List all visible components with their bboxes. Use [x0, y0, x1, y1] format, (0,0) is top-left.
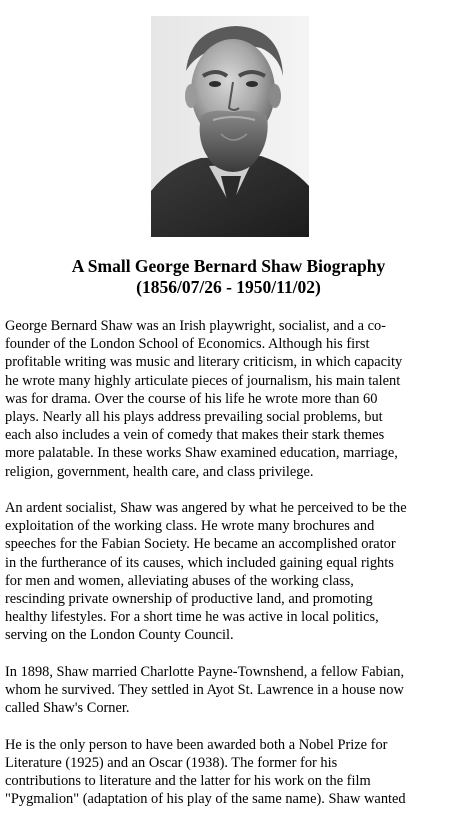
- paragraph-4: [5, 736, 455, 809]
- text-line: George Bernard Shaw was an Irish playwright, socialist, and a co-: [5, 318, 386, 334]
- text-line: for men and women, alleviating abuses of the working class,: [5, 572, 354, 589]
- text-line: more palatable. In these works Shaw examined education, marriage,: [5, 445, 398, 462]
- text-line: profitable writing was music and literary criticism, in which capacity: [5, 354, 403, 371]
- text-line: serving on the London County Council.: [5, 627, 234, 644]
- text-line: contributions to literature and the latter for his work on the film: [5, 773, 371, 790]
- text-line: in the furtherance of its causes, which included gaining equal rights: [5, 554, 394, 571]
- text-line: founder of the London School of Economics. Although his first: [5, 336, 370, 353]
- text-line: rescinding private ownership of productive land, and promoting: [5, 591, 373, 608]
- paragraph-2: [5, 499, 455, 645]
- text-line: each also includes a vein of comedy that makes their stark themes: [5, 427, 385, 444]
- text-line: religion, government, health care, and class privilege.: [5, 463, 314, 480]
- text-line: healthy lifestyles. For a short time he was active in local politics,: [5, 609, 379, 626]
- text-line: In 1898, Shaw married Charlotte Payne-Townshend, a fellow Fabian,: [5, 663, 405, 680]
- text-line: he wrote many highly articulate pieces of journalism, his main talent: [5, 372, 401, 389]
- portrait-image: [151, 16, 309, 237]
- title-line-name: A Small George Bernard Shaw Biography: [71, 256, 386, 276]
- paragraph-3: [5, 663, 455, 718]
- page-title: [0, 256, 457, 298]
- text-line: An ardent socialist, Shaw was angered by what he perceived to be the: [5, 500, 407, 517]
- text-line: called Shaw's Corner.: [5, 700, 130, 717]
- paragraph-1: [5, 317, 455, 481]
- text-line: speeches for the Fabian Society. He became an accomplished orator: [5, 536, 396, 553]
- text-line: was for drama. Over the course of his life he wrote more than 60: [5, 390, 378, 407]
- title-line-dates: (1856/07/26 - 1950/11/02): [136, 277, 321, 297]
- text-line: whom he survived. They settled in Ayot St. Lawrence in a house now: [5, 682, 404, 699]
- text-line: He is the only person to have been awarded both a Nobel Prize for: [5, 736, 388, 753]
- text-line: plays. Nearly all his plays address prevailing social problems, but: [5, 409, 383, 426]
- text-line: Literature (1925) and an Oscar (1938). The former for his: [5, 754, 338, 771]
- portrait-photo: [151, 16, 309, 237]
- biography-body: [5, 317, 455, 827]
- text-line: exploitation of the working class. He wrote many brochures and: [5, 518, 375, 535]
- text-line: "Pygmalion" (adaptation of his play of the same name). Shaw wanted: [5, 791, 406, 808]
